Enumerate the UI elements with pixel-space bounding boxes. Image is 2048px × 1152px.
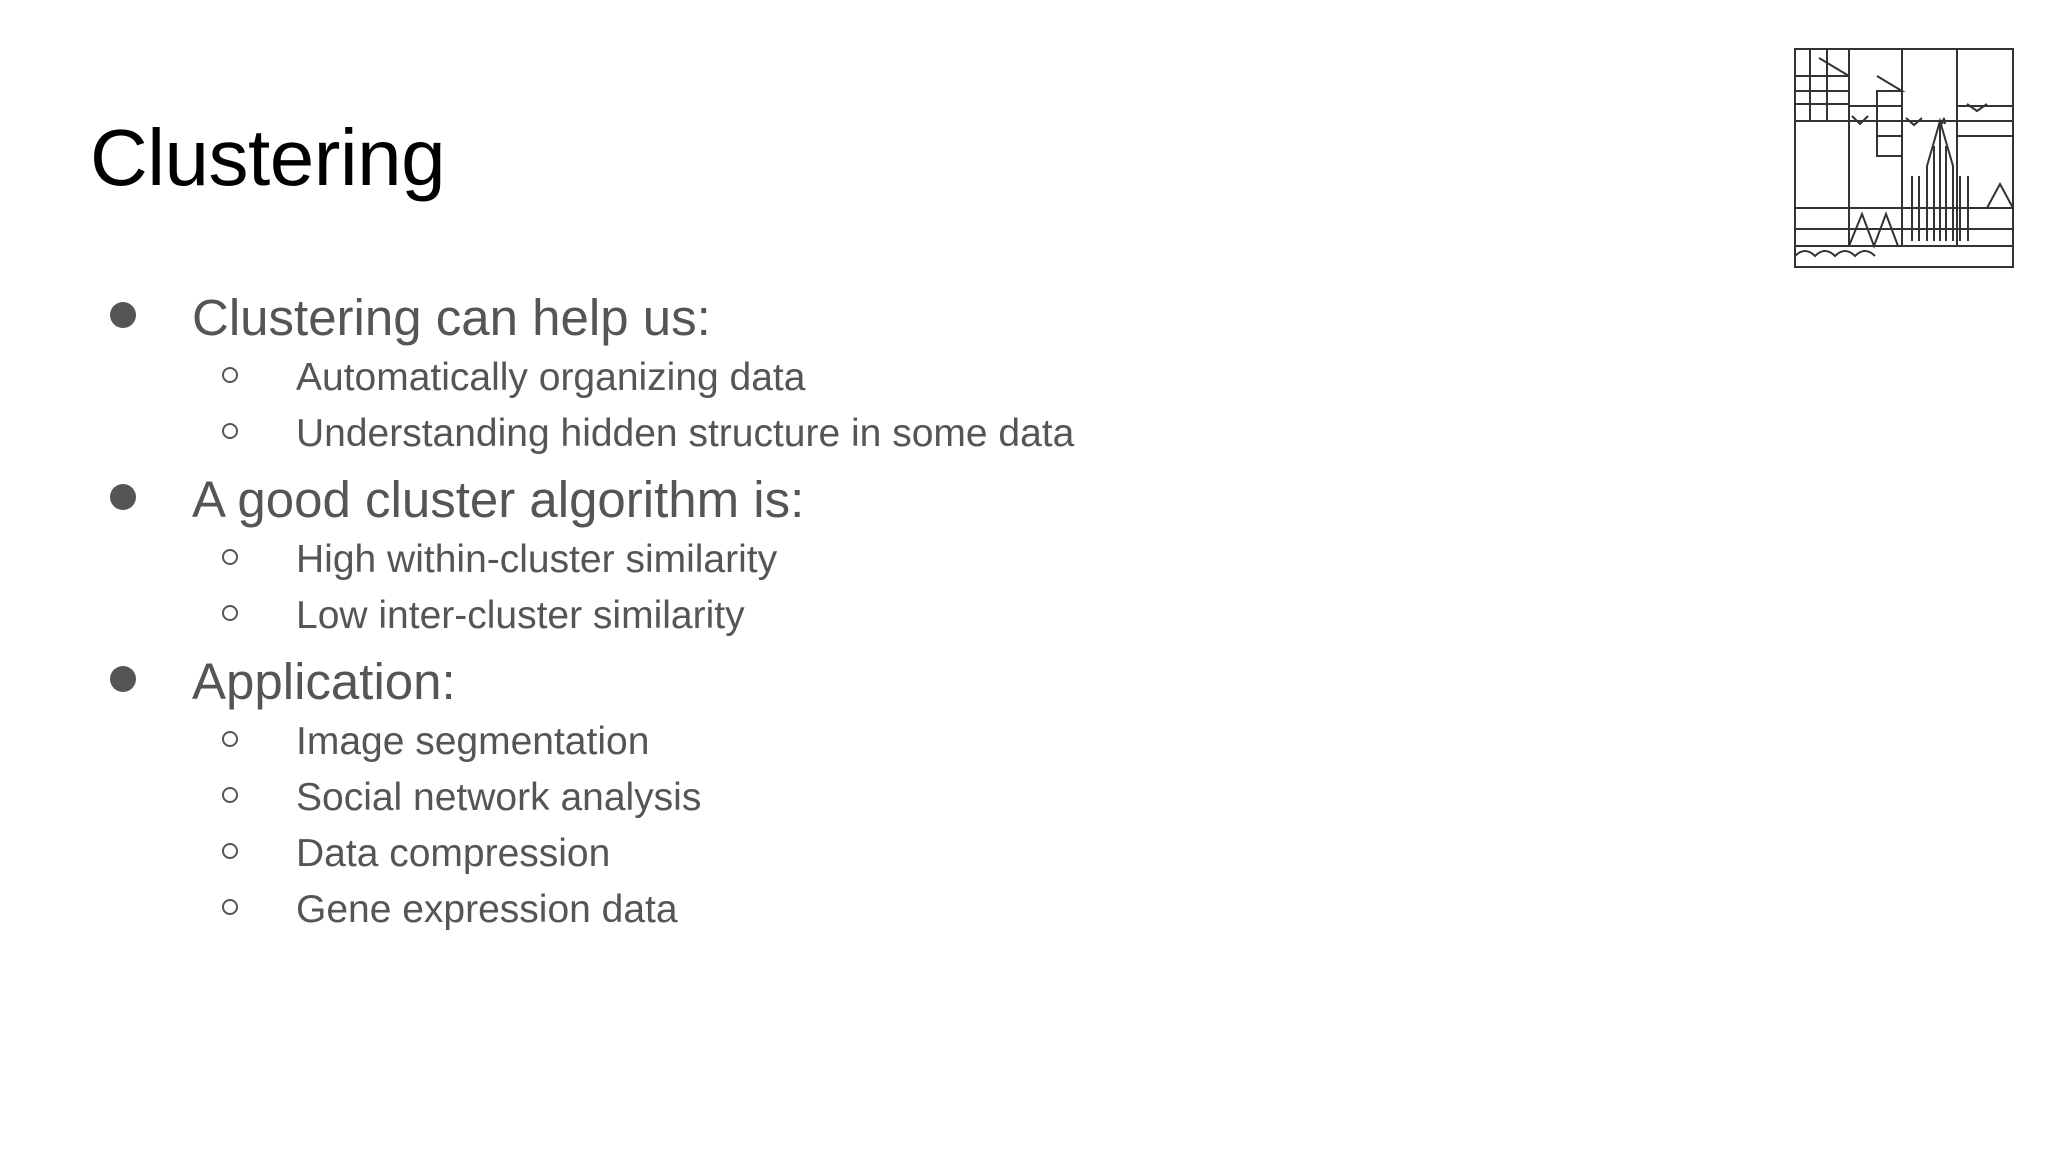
bullet-text: Gene expression data [296, 888, 678, 931]
slide-title: Clustering [90, 113, 446, 202]
bullet-text: A good cluster algorithm is: [192, 471, 805, 528]
hollow-bullet-icon [222, 899, 238, 915]
hollow-bullet-icon [222, 367, 238, 383]
bullet-text: Application: [192, 653, 456, 710]
filled-bullet-icon [110, 666, 136, 692]
filled-bullet-icon [110, 484, 136, 510]
hollow-bullet-icon [222, 605, 238, 621]
bullet-text: Understanding hidden structure in some data [296, 412, 1075, 455]
hollow-bullet-icon [222, 787, 238, 803]
hollow-bullet-icon [222, 549, 238, 565]
bullet-text: Automatically organizing data [296, 356, 806, 399]
bullet-text: Clustering can help us: [192, 289, 711, 346]
bullet-text: Social network analysis [296, 776, 702, 819]
filled-bullet-icon [110, 302, 136, 328]
bullet-text: High within-cluster similarity [296, 538, 778, 581]
bullet-text: Data compression [296, 832, 611, 875]
hollow-bullet-icon [222, 423, 238, 439]
hollow-bullet-icon [222, 843, 238, 859]
hollow-bullet-icon [222, 731, 238, 747]
university-building-logo-icon [1792, 46, 2016, 270]
bullet-text: Image segmentation [296, 720, 650, 763]
bullet-text: Low inter-cluster similarity [296, 594, 745, 637]
